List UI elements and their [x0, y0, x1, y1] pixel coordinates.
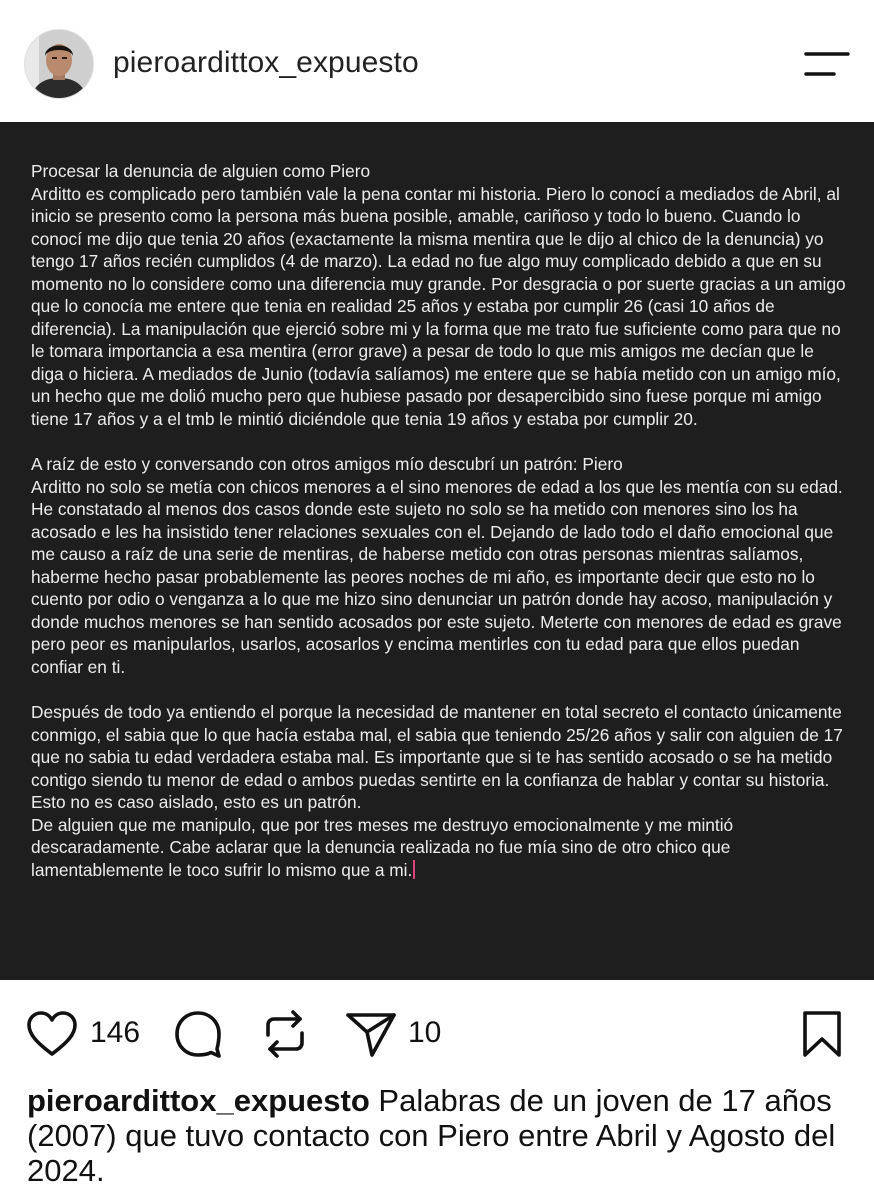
like-count[interactable]: 146 [90, 1016, 141, 1049]
bookmark-icon[interactable] [800, 1009, 844, 1064]
caption-text: Palabras de un joven de 17 años (2007) que tuvo contacto con Piero entre Abril y Agosto del 2024. [27, 1083, 836, 1188]
hamburger-menu-icon[interactable] [798, 46, 854, 82]
share-count: 10 [408, 1016, 442, 1049]
profile-photo [25, 30, 93, 98]
post-body-content: Procesar la denuncia de alguien como Piero Arditto es complicado pero también vale la pena contar mi historia. Piero lo conocí a mediados de Abril, al inicio se presento como la persona más buena posible, amable, cariñoso y todo lo bueno. Cuando lo conocí me dijo que tenia 20 años (exactamente la misma mentira que le dijo al chico de la denuncia) yo tengo 17 años recién cumplidos (4 de marzo). La edad no fue algo muy complicado debido a que en su momento no lo considere como una diferencia muy grande. Por desgracia o por suerte gracias a un amigo que lo conocía me entere que tenia en realidad 25 años y estaba por cumplir 26 (casi 10 años de diferencia). La manipulación que ejerció sobre mi y la forma que me trato fue suficiente como para que no le tomara importancia a esa mentira (error grave) a pesar de todo lo que mis amigos me decían que le diga o hiciera. A mediados de Junio (todavía salíamos) me entere que se había metido con un amigo mío, un hecho que me dolió mucho pero que hubiese pasado por desapercibido sino fuese porque mi amigo tiene 17 años y a el tmb le mintió diciéndole que tenia 19 años y estaba por cumplir 20. A raíz de esto y conversando con otros amigos mío descubrí un patrón: Piero Arditto no solo se metía con chicos menores a el sino menores de edad a los que les mentía con su edad. He constatado al menos dos casos donde este sujeto no solo se ha metido con menores sino los ha acosado e les ha insistido tener relaciones sexuales con el. Dejando de lado todo el daño emocional que me causo a raíz de una serie de mentiras, de haberse metido con otras personas mientras salíamos, haberme hecho pasar probablemente las peores noches de mi año, es importante decir que esto no lo cuento por odio o venganza a lo que me hizo sino denunciar un patrón donde hay acoso, manipulación y donde muchos menores se han sentido acosados por este sujeto. Meterte con menores de edad es grave pero peor es manipularlos, usarlos, acosarlos y encima mentirles con tu edad para que ellos puedan confiar en ti. Después de todo ya entiendo el porque la necesidad de mantener en total secreto el contacto únicamente conmigo, el sabia que lo que hacía estaba mal, el sabia que teniendo 25/26 años y salir con alguien de 17 que no sabia tu edad verdadera estaba mal. Es importante que si te has sentido acosado o se ha metido contigo siendo tu menor de edad o ambos puedas sentirte en la confianza de hablar y contar su historia. Esto no es caso aislado, esto es un patrón. De alguien que me manipulo, que por tres meses me destruyo emocionalmente y me mintió descaradamente. Cabe aclarar que la denuncia realizada no fue mía sino de otro chico que lamentablemente le toco sufrir lo mismo que a mi. [31, 161, 846, 880]
text-cursor [413, 860, 415, 879]
post-body-text [31, 160, 851, 882]
repost-icon[interactable] [262, 1009, 308, 1064]
avatar[interactable] [24, 29, 94, 99]
post-image [0, 122, 874, 980]
post-caption [27, 1083, 847, 1188]
heart-icon[interactable] [26, 1010, 78, 1063]
comment-icon[interactable] [173, 1009, 223, 1064]
caption-username[interactable]: pieroardittox_expuesto [27, 1083, 370, 1118]
send-icon[interactable] [344, 1010, 398, 1063]
post-header [0, 0, 874, 122]
username[interactable]: pieroardittox_expuesto [113, 46, 419, 79]
